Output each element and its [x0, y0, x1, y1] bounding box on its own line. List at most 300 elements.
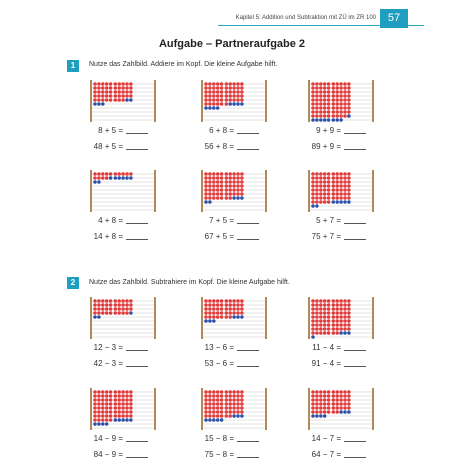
abacus-bead-red [343, 188, 347, 192]
abacus-bead-red [216, 192, 220, 196]
abacus-bead-red [125, 414, 129, 418]
equation-text: 11 − 4 = [312, 343, 341, 352]
abacus-frame-post [308, 297, 310, 339]
abacus-bead-red [319, 311, 323, 315]
abacus-bead-red [343, 390, 347, 394]
abacus-bead-red [335, 327, 339, 331]
abacus-bead-red [327, 315, 331, 319]
abacus-bead-blue [335, 118, 339, 122]
answer-blank[interactable] [344, 232, 366, 240]
abacus-bead-red [327, 311, 331, 315]
answer-blank[interactable] [126, 343, 148, 351]
equation-text: 8 + 5 = [98, 126, 123, 135]
abacus-bead-red [343, 406, 347, 410]
abacus-bead-red [121, 303, 125, 307]
abacus-bead-blue [240, 315, 244, 319]
abacus-bead-red [125, 172, 129, 176]
abacus-figure [200, 80, 268, 122]
abacus-bead-red [225, 414, 229, 418]
abacus-bead-red [332, 192, 336, 196]
abacus-bead-red [311, 323, 315, 327]
abacus-bead-red [327, 303, 331, 307]
abacus-bead-blue [335, 200, 339, 204]
abacus-bead-red [117, 402, 121, 406]
abacus-bead-blue [114, 418, 118, 422]
abacus-bead-red [327, 331, 331, 335]
abacus-bead-red [315, 98, 319, 102]
abacus-bead-blue [204, 106, 208, 110]
abacus-svg [200, 80, 268, 122]
abacus-bead-red [101, 299, 105, 303]
abacus-bead-red [343, 398, 347, 402]
abacus-frame-post [265, 80, 267, 122]
abacus-bead-red [125, 299, 129, 303]
abacus-bead-red [216, 82, 220, 86]
abacus-bead-red [220, 307, 224, 311]
abacus-bead-red [109, 414, 113, 418]
abacus-bead-red [311, 327, 315, 331]
abacus-bead-blue [129, 98, 133, 102]
abacus-bead-red [343, 82, 347, 86]
abacus-bead-red [339, 402, 343, 406]
abacus-bead-red [109, 86, 113, 90]
big-equation [85, 450, 148, 459]
abacus-bead-red [339, 315, 343, 319]
abacus-figure [89, 170, 157, 212]
abacus-bead-red [97, 410, 101, 414]
answer-blank[interactable] [126, 232, 148, 240]
abacus-bead-red [105, 402, 109, 406]
abacus-bead-red [117, 299, 121, 303]
abacus-bead-red [327, 98, 331, 102]
abacus-bead-red [114, 303, 118, 307]
abacus-bead-red [332, 184, 336, 188]
abacus-bead-red [332, 319, 336, 323]
big-equation [303, 359, 366, 368]
abacus-bead-red [212, 176, 216, 180]
abacus-bead-red [204, 90, 208, 94]
abacus-bead-red [315, 200, 319, 204]
abacus-bead-red [204, 390, 208, 394]
abacus-bead-red [332, 176, 336, 180]
abacus-bead-red [125, 307, 129, 311]
abacus-bead-blue [232, 414, 236, 418]
abacus-bead-red [212, 196, 216, 200]
abacus-bead-red [121, 307, 125, 311]
small-equation [303, 434, 366, 443]
abacus-bead-red [332, 98, 336, 102]
abacus-bead-red [121, 410, 125, 414]
abacus-bead-red [208, 303, 212, 307]
abacus-bead-red [97, 394, 101, 398]
abacus-bead-red [129, 172, 133, 176]
abacus-bead-red [114, 94, 118, 98]
abacus-bead-red [343, 323, 347, 327]
abacus-bead-red [117, 172, 121, 176]
abacus-bead-red [216, 90, 220, 94]
abacus-bead-red [232, 94, 236, 98]
abacus-bead-red [204, 307, 208, 311]
abacus-bead-red [315, 319, 319, 323]
chapter-title: Kapitel 5: Addition und Subtraktion mit ZÜ im ZR 100 [235, 15, 376, 21]
abacus-bead-red [347, 390, 351, 394]
abacus-bead-red [101, 98, 105, 102]
abacus-bead-red [204, 394, 208, 398]
answer-blank[interactable] [126, 216, 148, 224]
abacus-bead-red [240, 406, 244, 410]
abacus-bead-red [101, 406, 105, 410]
abacus-bead-red [228, 90, 232, 94]
abacus-bead-red [216, 402, 220, 406]
abacus-bead-red [240, 188, 244, 192]
abacus-bead-red [319, 86, 323, 90]
abacus-bead-red [208, 410, 212, 414]
abacus-bead-red [204, 196, 208, 200]
answer-blank[interactable] [237, 232, 259, 240]
abacus-bead-red [335, 402, 339, 406]
abacus-bead-red [220, 98, 224, 102]
answer-blank[interactable] [126, 450, 148, 458]
answer-blank[interactable] [237, 343, 259, 351]
answer-blank[interactable] [344, 450, 366, 458]
abacus-bead-red [335, 192, 339, 196]
abacus-bead-red [216, 307, 220, 311]
abacus-frame-post [201, 170, 203, 212]
abacus-bead-red [212, 414, 216, 418]
abacus-bead-red [335, 176, 339, 180]
abacus-bead-red [347, 303, 351, 307]
abacus-bead-red [208, 406, 212, 410]
abacus-bead-red [315, 114, 319, 118]
abacus-bead-red [117, 94, 121, 98]
abacus-bead-red [335, 184, 339, 188]
abacus-bead-red [319, 114, 323, 118]
abacus-bead-red [204, 172, 208, 176]
abacus-bead-red [216, 394, 220, 398]
abacus-bead-red [212, 398, 216, 402]
abacus-bead-red [332, 110, 336, 114]
small-equation [85, 126, 148, 135]
abacus-bead-red [232, 192, 236, 196]
abacus-bead-red [315, 180, 319, 184]
equation-text: 75 − 8 = [204, 450, 234, 459]
abacus-bead-blue [339, 410, 343, 414]
abacus-bead-blue [97, 180, 101, 184]
abacus-bead-red [225, 402, 229, 406]
abacus-bead-red [343, 307, 347, 311]
abacus-figure [89, 388, 157, 430]
abacus-svg [89, 80, 157, 122]
abacus-bead-red [220, 299, 224, 303]
abacus-bead-red [315, 82, 319, 86]
abacus-bead-red [236, 82, 240, 86]
answer-blank[interactable] [126, 434, 148, 442]
abacus-bead-red [109, 390, 113, 394]
abacus-bead-red [339, 390, 343, 394]
abacus-bead-red [125, 94, 129, 98]
abacus-bead-blue [311, 335, 315, 339]
abacus-bead-red [327, 398, 331, 402]
abacus-bead-red [220, 102, 224, 106]
abacus-bead-red [319, 315, 323, 319]
abacus-bead-red [332, 196, 336, 200]
abacus-bead-red [121, 311, 125, 315]
abacus-bead-red [332, 172, 336, 176]
abacus-bead-red [225, 196, 229, 200]
abacus-bead-red [97, 98, 101, 102]
abacus-bead-red [332, 106, 336, 110]
abacus-bead-red [319, 106, 323, 110]
equation-text: 64 − 7 = [311, 450, 341, 459]
abacus-bead-red [216, 390, 220, 394]
abacus-bead-red [208, 102, 212, 106]
abacus-bead-red [97, 311, 101, 315]
equation-text: 5 + 7 = [316, 216, 341, 225]
abacus-bead-blue [208, 418, 212, 422]
abacus-bead-blue [114, 176, 118, 180]
abacus-bead-red [343, 90, 347, 94]
abacus-bead-red [121, 402, 125, 406]
abacus-bead-red [232, 390, 236, 394]
abacus-bead-red [208, 86, 212, 90]
abacus-bead-red [228, 98, 232, 102]
abacus-bead-red [105, 414, 109, 418]
abacus-bead-red [319, 196, 323, 200]
abacus-bead-red [323, 110, 327, 114]
abacus-bead-red [97, 406, 101, 410]
abacus-bead-red [339, 184, 343, 188]
equation-text: 14 − 7 = [311, 434, 341, 443]
abacus-bead-red [327, 394, 331, 398]
abacus-bead-red [228, 315, 232, 319]
abacus-bead-blue [204, 319, 208, 323]
abacus-bead-red [319, 94, 323, 98]
abacus-bead-red [93, 176, 97, 180]
abacus-bead-red [339, 94, 343, 98]
abacus-bead-blue [121, 176, 125, 180]
abacus-bead-red [212, 307, 216, 311]
abacus-bead-red [335, 110, 339, 114]
abacus-svg [307, 388, 375, 430]
abacus-bead-red [315, 311, 319, 315]
abacus-bead-red [347, 406, 351, 410]
abacus-bead-red [105, 410, 109, 414]
abacus-bead-red [311, 114, 315, 118]
abacus-bead-red [315, 299, 319, 303]
abacus-bead-red [109, 410, 113, 414]
answer-blank[interactable] [344, 142, 366, 150]
abacus-bead-red [105, 398, 109, 402]
abacus-bead-blue [216, 106, 220, 110]
abacus-bead-red [347, 90, 351, 94]
abacus-bead-red [240, 390, 244, 394]
abacus-bead-red [343, 394, 347, 398]
abacus-bead-red [236, 390, 240, 394]
abacus-bead-red [129, 410, 133, 414]
abacus-bead-red [347, 394, 351, 398]
abacus-bead-red [208, 414, 212, 418]
abacus-bead-red [114, 307, 118, 311]
abacus-bead-red [114, 402, 118, 406]
abacus-bead-red [315, 410, 319, 414]
abacus-bead-red [339, 90, 343, 94]
abacus-bead-blue [236, 102, 240, 106]
answer-blank[interactable] [344, 359, 366, 367]
answer-blank[interactable] [237, 450, 259, 458]
abacus-frame-post [265, 297, 267, 339]
abacus-bead-red [125, 90, 129, 94]
abacus-bead-red [225, 86, 229, 90]
abacus-bead-red [323, 307, 327, 311]
abacus-bead-red [339, 82, 343, 86]
abacus-bead-red [105, 303, 109, 307]
abacus-bead-red [339, 311, 343, 315]
abacus-bead-red [208, 98, 212, 102]
abacus-bead-red [319, 110, 323, 114]
abacus-bead-red [220, 315, 224, 319]
abacus-bead-red [327, 106, 331, 110]
abacus-bead-red [335, 102, 339, 106]
abacus-bead-red [208, 402, 212, 406]
abacus-bead-red [225, 303, 229, 307]
abacus-bead-red [327, 410, 331, 414]
abacus-bead-red [204, 311, 208, 315]
answer-blank[interactable] [126, 142, 148, 150]
equation-text: 84 − 9 = [93, 450, 123, 459]
abacus-bead-red [109, 94, 113, 98]
abacus-bead-red [117, 86, 121, 90]
abacus-bead-red [315, 188, 319, 192]
abacus-bead-red [232, 176, 236, 180]
abacus-bead-red [220, 192, 224, 196]
abacus-bead-red [232, 184, 236, 188]
big-equation [303, 142, 366, 151]
abacus-bead-red [216, 86, 220, 90]
abacus-bead-red [212, 82, 216, 86]
abacus-bead-red [335, 188, 339, 192]
answer-blank[interactable] [344, 343, 366, 351]
abacus-bead-blue [236, 196, 240, 200]
abacus-bead-red [225, 315, 229, 319]
abacus-bead-red [228, 299, 232, 303]
abacus-bead-red [343, 402, 347, 406]
abacus-bead-red [225, 398, 229, 402]
abacus-bead-blue [212, 319, 216, 323]
abacus-bead-red [232, 90, 236, 94]
abacus-bead-red [121, 406, 125, 410]
abacus-bead-red [315, 327, 319, 331]
abacus-bead-red [335, 86, 339, 90]
abacus-bead-red [347, 307, 351, 311]
abacus-bead-red [208, 94, 212, 98]
abacus-bead-red [125, 303, 129, 307]
abacus-bead-red [228, 196, 232, 200]
answer-blank[interactable] [237, 142, 259, 150]
abacus-bead-red [332, 188, 336, 192]
abacus-bead-red [114, 406, 118, 410]
abacus-bead-red [323, 196, 327, 200]
abacus-bead-red [204, 315, 208, 319]
answer-blank[interactable] [237, 216, 259, 224]
abacus-bead-red [339, 323, 343, 327]
abacus-bead-red [225, 410, 229, 414]
answer-blank[interactable] [126, 359, 148, 367]
abacus-bead-red [109, 311, 113, 315]
abacus-bead-red [236, 172, 240, 176]
abacus-bead-red [129, 394, 133, 398]
abacus-bead-blue [117, 418, 121, 422]
abacus-bead-red [216, 410, 220, 414]
abacus-bead-red [327, 390, 331, 394]
abacus-bead-red [109, 394, 113, 398]
abacus-bead-red [319, 188, 323, 192]
answer-blank[interactable] [237, 434, 259, 442]
abacus-bead-red [315, 176, 319, 180]
abacus-bead-red [347, 319, 351, 323]
abacus-bead-red [236, 94, 240, 98]
abacus-bead-red [319, 398, 323, 402]
abacus-bead-red [129, 398, 133, 402]
abacus-figure [307, 297, 375, 339]
abacus-bead-red [212, 98, 216, 102]
abacus-bead-blue [232, 196, 236, 200]
abacus-bead-red [93, 390, 97, 394]
answer-blank[interactable] [344, 434, 366, 442]
abacus-figure [200, 170, 268, 212]
abacus-frame-post [372, 388, 374, 430]
section-1-badge: 1 [67, 60, 79, 72]
abacus-frame-post [201, 80, 203, 122]
answer-blank[interactable] [126, 126, 148, 134]
abacus-bead-blue [347, 114, 351, 118]
abacus-svg [200, 388, 268, 430]
abacus-bead-red [332, 311, 336, 315]
abacus-bead-red [208, 184, 212, 188]
abacus-bead-red [236, 410, 240, 414]
abacus-bead-red [332, 90, 336, 94]
abacus-bead-red [101, 303, 105, 307]
abacus-bead-red [327, 110, 331, 114]
abacus-bead-red [327, 180, 331, 184]
abacus-bead-red [129, 303, 133, 307]
abacus-bead-red [93, 394, 97, 398]
abacus-bead-red [232, 394, 236, 398]
equation-text: 91 − 4 = [311, 359, 341, 368]
answer-blank[interactable] [237, 126, 259, 134]
abacus-bead-red [114, 394, 118, 398]
abacus-bead-red [339, 196, 343, 200]
abacus-bead-red [332, 86, 336, 90]
abacus-bead-red [125, 82, 129, 86]
abacus-bead-red [311, 106, 315, 110]
abacus-bead-red [311, 398, 315, 402]
answer-blank[interactable] [237, 359, 259, 367]
abacus-bead-red [117, 398, 121, 402]
abacus-bead-red [121, 98, 125, 102]
answer-blank[interactable] [344, 216, 366, 224]
abacus-bead-red [97, 172, 101, 176]
abacus-bead-red [323, 319, 327, 323]
answer-blank[interactable] [344, 126, 366, 134]
abacus-bead-red [311, 311, 315, 315]
abacus-frame-post [90, 388, 92, 430]
abacus-bead-red [101, 94, 105, 98]
abacus-bead-red [347, 192, 351, 196]
abacus-bead-red [228, 307, 232, 311]
abacus-bead-red [315, 184, 319, 188]
abacus-bead-red [216, 98, 220, 102]
abacus-bead-red [347, 98, 351, 102]
